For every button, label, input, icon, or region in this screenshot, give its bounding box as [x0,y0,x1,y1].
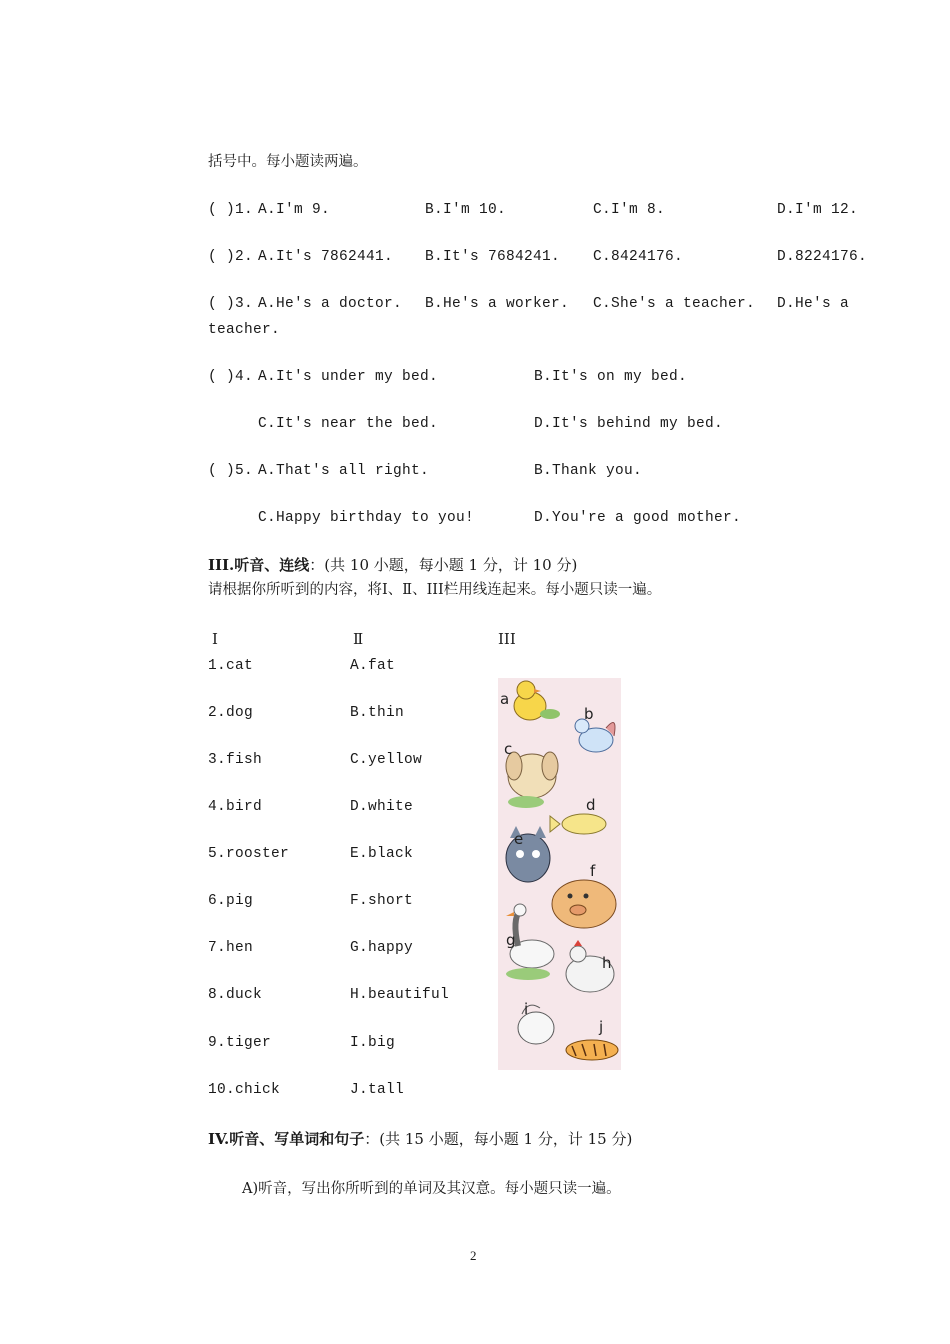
animal-item: 8.duck [208,987,263,1003]
q1-number: ( )1. [208,202,254,218]
picture-label: b [584,705,594,723]
q1-option-a: A.I'm 9. [258,202,331,218]
animal-item: 3.fish [208,752,263,768]
section3-score: ：(共 10 小题，每小题 1 分，计 10 分) [309,556,578,574]
picture-label: j [599,1018,604,1036]
adjective-item: J.tall [350,1082,405,1098]
section3-heading [208,555,577,575]
animal-item: 9.tiger [208,1035,272,1051]
picture-label: g [506,931,516,949]
adjective-item: I.big [350,1035,396,1051]
picture-label: i [524,1000,529,1018]
animal-item: 1.cat [208,658,254,674]
picture-label: h [602,954,612,972]
bird-drawing [575,719,615,752]
section4-heading [208,1129,632,1149]
section3-title: III.听音、连线 [208,556,310,574]
chick-drawing [514,681,560,720]
q3-option-c: C.She's a teacher. [593,296,756,312]
animals-picture [498,678,621,1070]
q3-option-a: A.He's a doctor. [258,296,403,312]
dog-drawing [506,752,558,808]
adjective-item: G.happy [350,940,414,956]
column2-header: Ⅱ [353,630,364,648]
q2-option-b: B.It's 7684241. [425,249,561,265]
adjective-item: B.thin [350,705,405,721]
adjective-item: E.black [350,846,414,862]
q5-number: ( )5. [208,463,254,479]
animal-item: 5.rooster [208,846,290,862]
section4-sub-a: A)听音，写出你所听到的单词及其汉意。每小题只读一遍。 [242,1181,621,1197]
q3-option-d: D.He's a [777,296,850,312]
animal-item: 2.dog [208,705,254,721]
picture-label: f [590,862,596,880]
q4-option-c: C.It's near the bed. [258,416,439,432]
pig-drawing [552,880,616,928]
q1-option-d: D.I'm 12. [777,202,859,218]
q5-option-a: A.That's all right. [258,463,430,479]
picture-label: c [504,740,513,758]
q1-option-c: C.I'm 8. [593,202,666,218]
q2-number: ( )2. [208,249,254,265]
q4-option-d: D.It's behind my bed. [534,416,724,432]
q2-option-d: D.8224176. [777,249,868,265]
cat-drawing [506,826,550,882]
q2-option-c: C.8424176. [593,249,684,265]
animals-illustration [498,678,621,1070]
q4-option-a: A.It's under my bed. [258,369,439,385]
q3-option-b: B.He's a worker. [425,296,570,312]
picture-label: d [586,796,596,814]
q4-number: ( )4. [208,369,254,385]
column1-header: Ⅰ [212,630,218,648]
picture-label: a [500,690,510,708]
fish-drawing [550,814,606,834]
adjective-item: F.short [350,893,414,909]
q4-option-b: B.It's on my bed. [534,369,688,385]
adjective-item: C.yellow [350,752,423,768]
q2-option-a: A.It's 7862441. [258,249,394,265]
animal-item: 4.bird [208,799,263,815]
column3-header: III [498,630,516,648]
q5-option-b: B.Thank you. [534,463,643,479]
q5-option-d: D.You're a good mother. [534,510,742,526]
animal-item: 10.chick [208,1082,281,1098]
section4-title: IV.听音、写单词和句子 [208,1130,365,1148]
intro-line: 括号中。每小题读两遍。 [208,154,368,170]
adjective-item: H.beautiful [350,987,450,1003]
q3-option-d-continued: teacher. [208,322,281,338]
adjective-item: D.white [350,799,414,815]
animal-item: 7.hen [208,940,254,956]
q3-number: ( )3. [208,296,254,312]
animal-item: 6.pig [208,893,254,909]
q1-option-b: B.I'm 10. [425,202,507,218]
section3-instruction: 请根据你所听到的内容，将Ⅰ、Ⅱ、III栏用线连起来。每小题只读一遍。 [208,582,662,598]
tiger-drawing [566,1040,618,1060]
q5-option-c: C.Happy birthday to you! [258,510,475,526]
page-number: 2 [470,1248,477,1263]
section4-score: ：(共 15 小题，每小题 1 分，计 15 分) [364,1130,633,1148]
picture-label: e [514,830,524,848]
adjective-item: A.fat [350,658,396,674]
